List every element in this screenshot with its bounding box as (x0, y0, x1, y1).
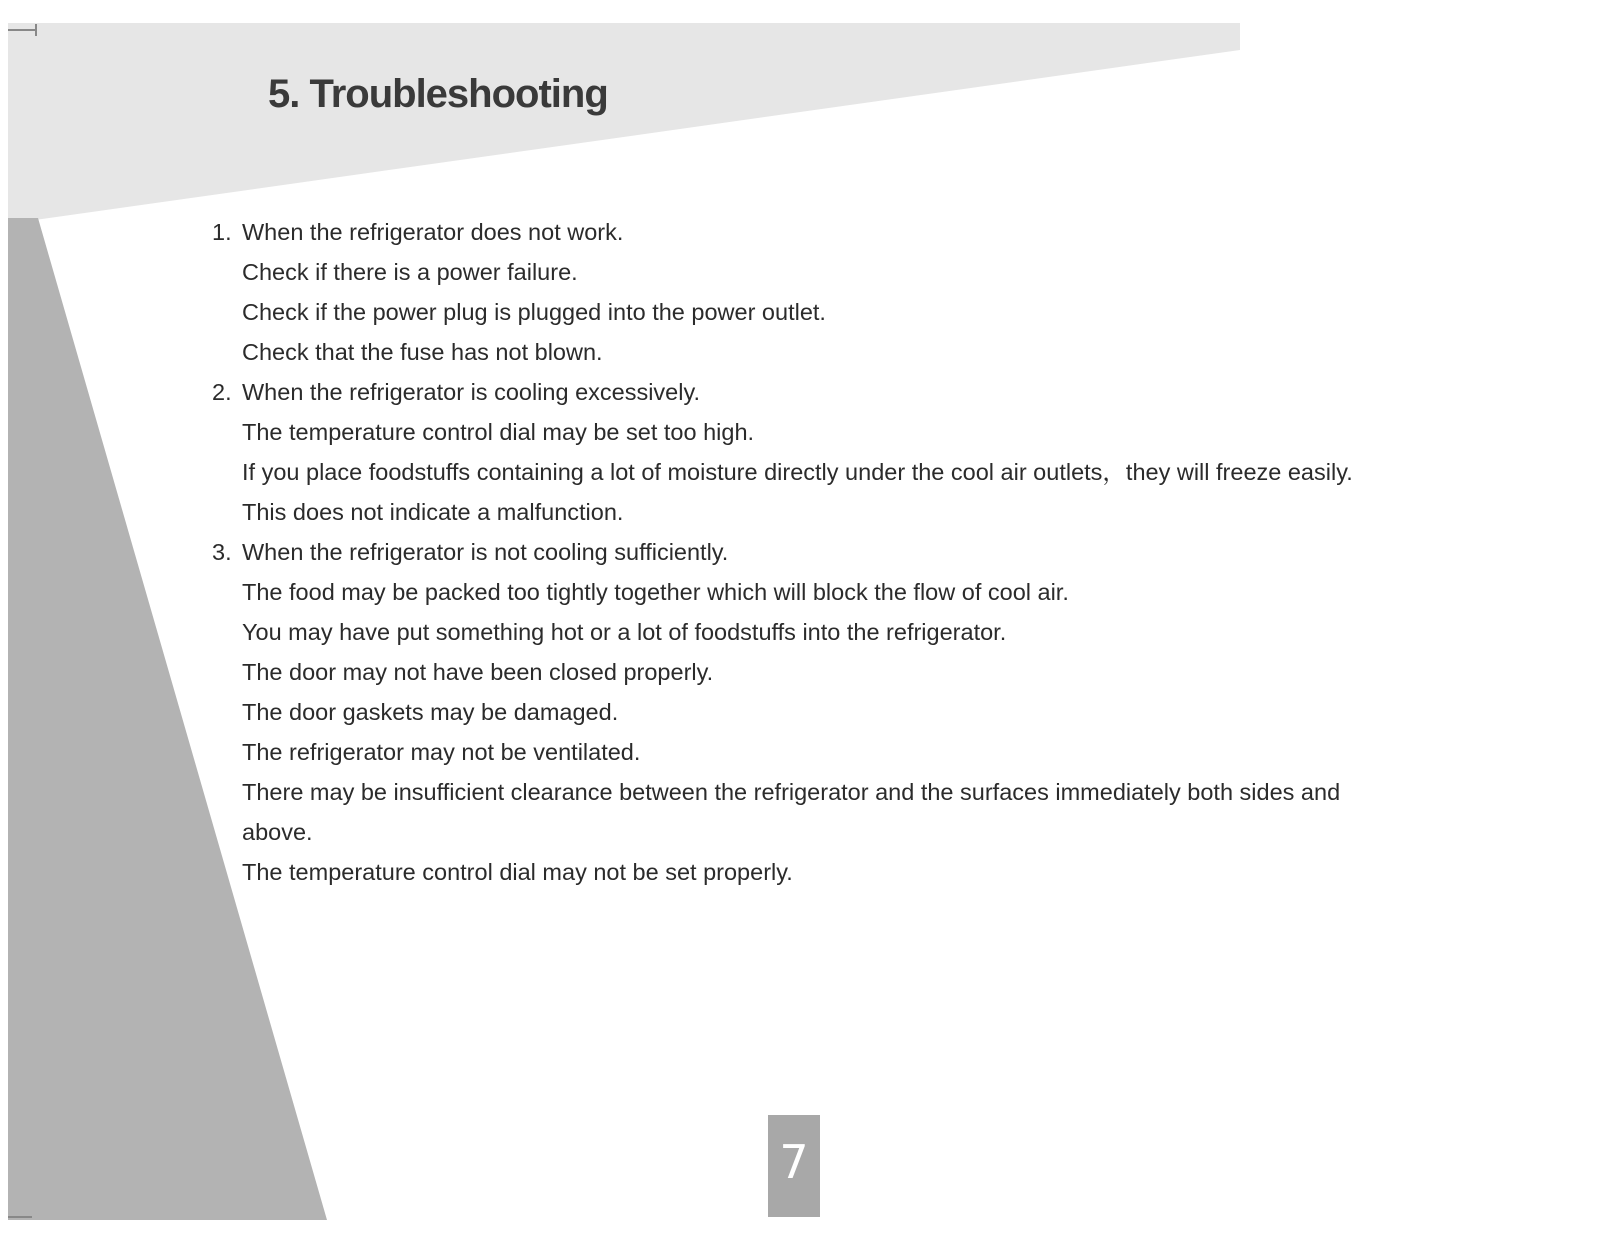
page-title: 5. Troubleshooting (268, 72, 608, 116)
section-heading (212, 532, 1372, 572)
section-number: 1. (212, 219, 232, 245)
list-item: Check if there is a power failure. (242, 259, 578, 285)
section-heading-text: When the refrigerator does not work. (242, 219, 624, 245)
list-item: The temperature control dial may not be set properly. (242, 859, 793, 885)
list-item: The refrigerator may not be ventilated. (242, 739, 641, 765)
list-item: The door gaskets may be damaged. (242, 699, 619, 725)
list-item: The food may be packed too tightly together which will block the flow of cool air. (242, 579, 1069, 605)
header-gray-band (8, 23, 1240, 220)
section-number: 3. (212, 539, 232, 565)
list-item: Check that the fuse has not blown. (242, 339, 603, 365)
section-3 (212, 532, 1372, 892)
page-number-box (768, 1115, 820, 1217)
section-2 (212, 372, 1372, 532)
list-item: Check if the power plug is plugged into the power outlet. (242, 299, 826, 325)
list-item: There may be insufficient clearance between the refrigerator and the surfaces immediately both sides and above. (242, 779, 1341, 845)
section-1 (212, 212, 1372, 372)
section-heading-text: When the refrigerator is cooling excessively. (242, 379, 701, 405)
section-number: 2. (212, 379, 232, 405)
list-item: If you place foodstuffs containing a lot of moisture directly under the cool air outlets，they will freeze easily. This does not indicate a malfunction. (242, 459, 1353, 525)
troubleshooting-list (212, 212, 1372, 892)
page-number: 7 (779, 1135, 809, 1189)
section-heading (212, 212, 1372, 252)
list-item: The temperature control dial may be set too high. (242, 419, 755, 445)
section-heading (212, 372, 1372, 412)
section-heading-text: When the refrigerator is not cooling sufficiently. (242, 539, 729, 565)
list-item: You may have put something hot or a lot of foodstuffs into the refrigerator. (242, 619, 1007, 645)
list-item: The door may not have been closed properly. (242, 659, 714, 685)
